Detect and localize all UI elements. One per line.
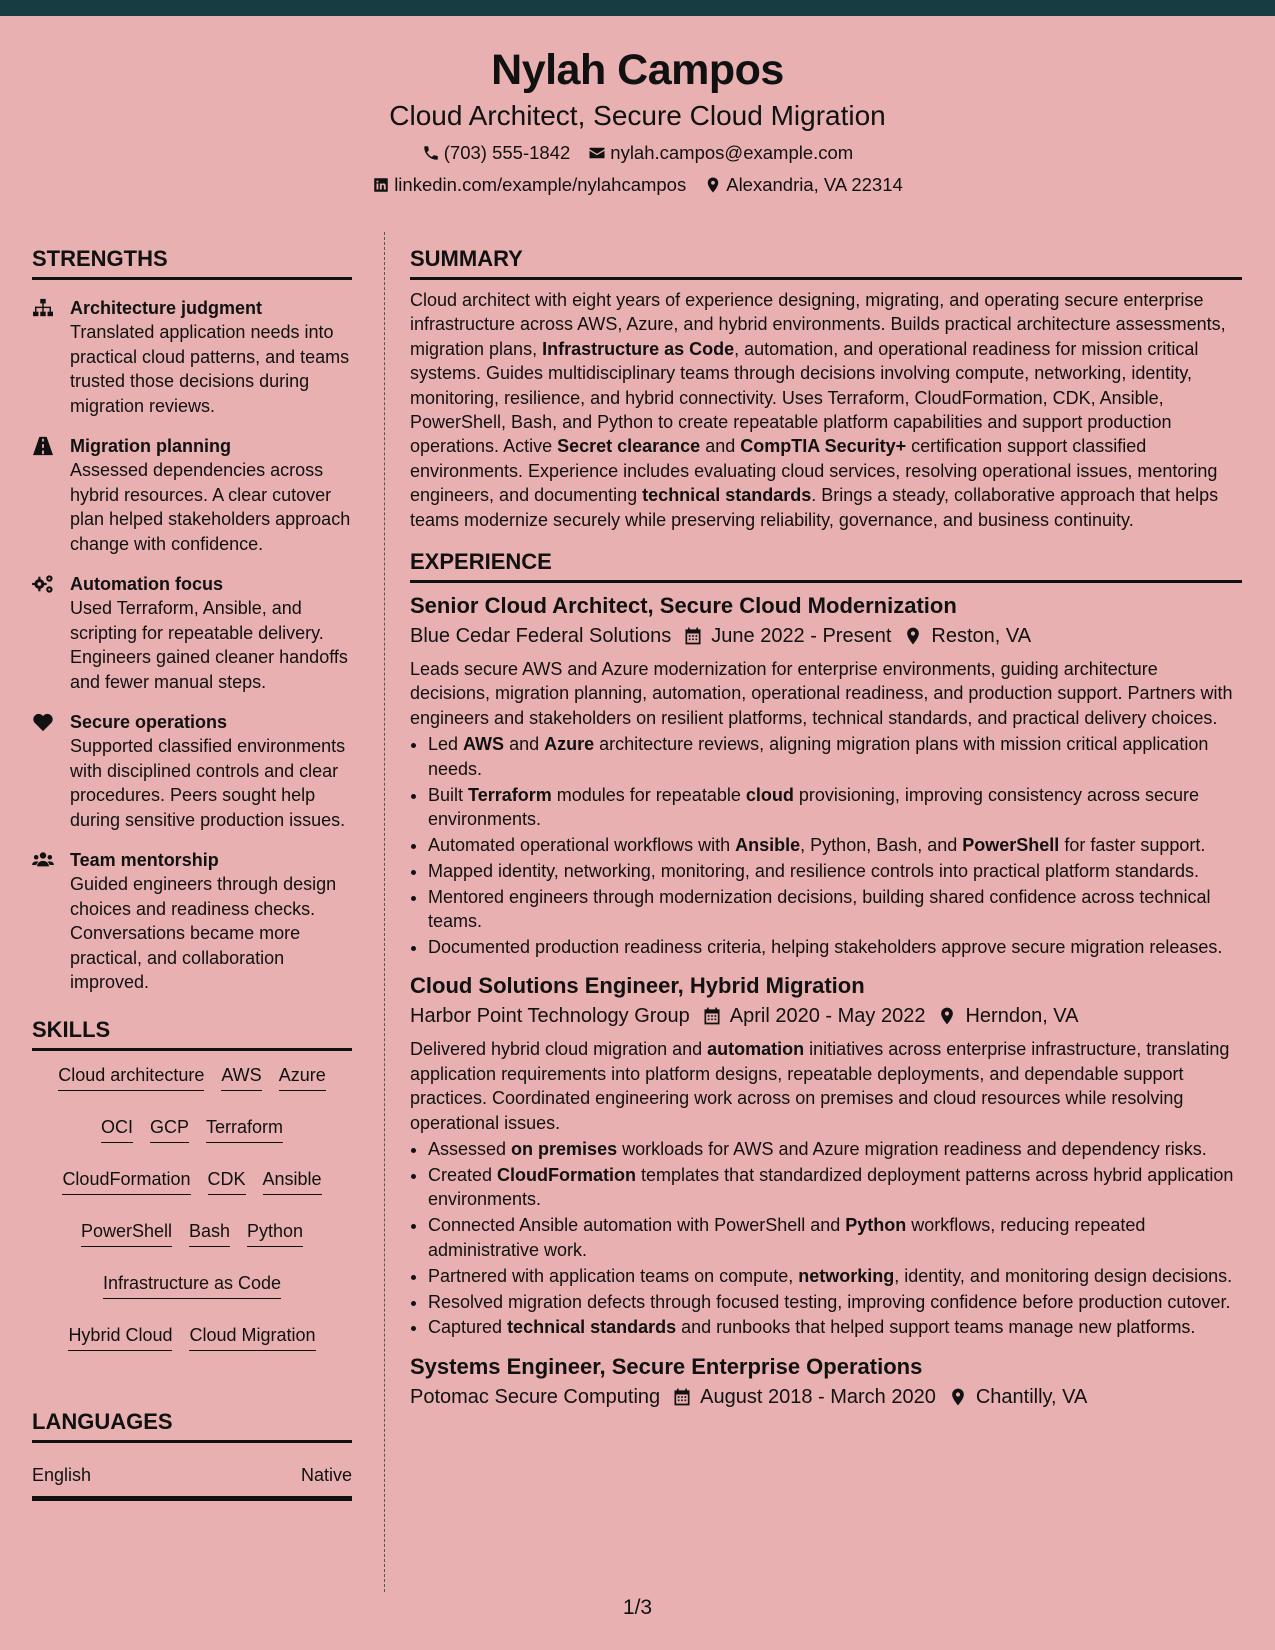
skill-tag: Bash (189, 1219, 230, 1247)
phone-icon (422, 144, 440, 162)
bold-text: CloudFormation (497, 1164, 637, 1185)
languages-heading: LANGUAGES (32, 1407, 352, 1443)
phone-text: (703) 555-1842 (443, 142, 571, 163)
text-segment: for faster support. (1059, 834, 1206, 855)
skill-tag: Infrastructure as Code (103, 1271, 281, 1299)
text-segment: Leads secure AWS and Azure modernization for enterprise environments, guiding architecture decisions, migration planning, automation, operational readiness, and production support. Partners with engineers and stakeholders on resilient platforms, technical standards, and practical delivery choices. (410, 659, 1233, 728)
job-location: Reston, VA (931, 625, 1032, 648)
bold-text: cloud (745, 784, 794, 805)
gears-icon (32, 574, 54, 594)
bullet-item (428, 1213, 1242, 1262)
bold-text: on premises (511, 1139, 618, 1160)
job-title: Systems Engineer, Secure Enterprise Operations (410, 1353, 923, 1379)
text-segment: Mentored engineers through modernization decisions, building shared confidence across technical teams. (428, 886, 1211, 932)
text-segment: Resolved migration defects through focused testing, improving confidence before production cutover. (428, 1291, 1231, 1312)
strength-title: Migration planning (70, 436, 231, 456)
skill-tag: Azure (279, 1063, 326, 1091)
strength-description: Supported classified environments with disciplined controls and clear procedures. Peers sought help during sensitive production issues. (70, 736, 346, 830)
text-segment: architecture reviews, aligning migration plans with mission critical application needs. (428, 734, 1209, 779)
map-marker-icon (948, 1387, 968, 1407)
skills-list (32, 1063, 352, 1351)
strength-title: Architecture judgment (70, 298, 263, 318)
job-title: Cloud Solutions Engineer, Hybrid Migration (410, 973, 865, 999)
skill-tag: OCI (101, 1115, 133, 1143)
skills-heading: SKILLS (32, 1015, 352, 1051)
candidate-title: Cloud Architect, Secure Cloud Migration (389, 100, 886, 131)
map-marker-icon (937, 1006, 957, 1026)
bold-text: technical standards (642, 485, 812, 506)
heart-icon (32, 712, 54, 732)
skill-tag: Cloud architecture (58, 1063, 204, 1091)
bullet-item (428, 783, 1242, 832)
text-segment: Led (428, 734, 464, 755)
strength-title: Secure operations (70, 712, 228, 732)
bold-text: networking (798, 1265, 895, 1286)
job-company: Potomac Secure Computing (410, 1385, 661, 1408)
job-meta (410, 1382, 1242, 1412)
job-entry (410, 1352, 1242, 1412)
summary-heading: SUMMARY (410, 244, 1242, 280)
text-segment: workloads for AWS and Azure migration readiness and dependency risks. (617, 1139, 1207, 1160)
linkedin-text: linkedin.com/example/nylahcampos (394, 174, 687, 195)
strength-title: Automation focus (70, 574, 223, 594)
strength-description: Assessed dependencies across hybrid resources. A clear cutover plan helped stakeholders approach change with confidence. (70, 460, 351, 554)
text-segment: , automation, and operational readiness for mission critical systems. Guides multidisciplinary teams through decisions involving compute, networking, identity, monitoring, resilience, and hybrid connectivity. Uses Terraform, CloudFormation, CDK, Ansible, PowerShell, Bash, and Python to create repeatable platform capabilities and support production operations. Active (410, 338, 1199, 457)
text-segment: initiatives across enterprise infrastructure, translating application requirements into platform designs, repeatable deployments, and dependable support practices. Coordinated engineering work across on premises and cloud resources while resolving operational issues. (410, 1039, 1230, 1133)
bold-text: PowerShell (962, 834, 1060, 855)
email-contact[interactable] (588, 140, 853, 166)
job-description (410, 657, 1242, 730)
job-entry (410, 971, 1242, 1339)
job-dates: August 2018 - March 2020 (700, 1385, 936, 1408)
text-segment: Built (428, 784, 469, 805)
bullet-item (428, 885, 1242, 934)
job-company: Harbor Point Technology Group (410, 1005, 690, 1028)
road-icon (32, 436, 54, 456)
text-segment: Delivered hybrid cloud migration and (410, 1039, 708, 1060)
text-segment: certification support classified environments. Experience includes evaluating cloud services, resolving operational issues, mentoring engineers, and documenting (410, 436, 1218, 506)
skill-tag: PowerShell (81, 1219, 172, 1247)
bullet-item (428, 1264, 1242, 1288)
candidate-name: Nylah Campos (491, 46, 784, 94)
job-meta (410, 1001, 1242, 1031)
bold-text: Infrastructure as Code (542, 338, 735, 359)
job-bullets (410, 732, 1242, 959)
job-description (410, 1037, 1242, 1135)
text-segment: Partnered with application teams on compute, (428, 1265, 799, 1286)
users-icon (32, 850, 54, 870)
skill-tag: AWS (221, 1063, 261, 1091)
left-column (32, 244, 352, 1501)
skill-tag: GCP (150, 1115, 189, 1143)
bullet-item (428, 859, 1242, 883)
bold-text: automation (707, 1039, 805, 1060)
text-segment: templates that standardized deployment patterns across hybrid application environments. (428, 1164, 1234, 1210)
skill-tag: Terraform (206, 1115, 283, 1143)
location-text: Alexandria, VA 22314 (726, 174, 903, 195)
job-bullets (410, 1137, 1242, 1340)
job-dates: April 2020 - May 2022 (729, 1005, 926, 1028)
strengths-heading: STRENGTHS (32, 244, 352, 280)
text-segment: Mapped identity, networking, monitoring, and resilience controls into practical platform standards. (428, 860, 1200, 881)
top-accent-bar (0, 0, 1275, 16)
text-segment: workflows, reducing repeated administrative work. (428, 1215, 1146, 1260)
bold-text: AWS (463, 734, 505, 755)
calendar-icon (672, 1387, 692, 1407)
text-segment: . Brings a steady, collaborative approach that helps teams modernize securely while preserving reliability, governance, and business continuity. (410, 485, 1219, 530)
bullet-item (428, 935, 1242, 959)
email-text: nylah.campos@example.com (610, 142, 854, 163)
text-segment: , identity, and monitoring design decisions. (894, 1265, 1233, 1286)
strength-description: Guided engineers through design choices and readiness checks. Conversations became more practical, and collaboration improved. (70, 874, 337, 992)
location-contact (704, 172, 903, 198)
page-number: 1/3 (622, 1596, 653, 1619)
strength-description: Used Terraform, Ansible, and scripting for repeatable delivery. Engineers gained cleaner handoffs and fewer manual steps. (70, 598, 348, 692)
bullet-item (428, 1315, 1242, 1339)
bullet-item (428, 732, 1242, 781)
skill-tag: Python (247, 1219, 303, 1247)
job-location: Chantilly, VA (975, 1385, 1088, 1408)
job-entry (410, 591, 1242, 959)
strength-description: Translated application needs into practical cloud patterns, and teams trusted those decisions during migration reviews. (70, 322, 350, 416)
text-segment: Documented production readiness criteria, helping stakeholders approve secure migration releases. (428, 937, 1223, 958)
strength-item (32, 296, 352, 418)
contact-row-1 (0, 140, 1275, 166)
text-segment: Connected Ansible automation with PowerShell and (428, 1215, 846, 1236)
linkedin-contact[interactable] (372, 172, 686, 198)
bullet-item (428, 1137, 1242, 1161)
bold-text: Secret clearance (557, 436, 701, 457)
text-segment: Captured (428, 1317, 508, 1338)
text-segment: , Python, Bash, and (800, 834, 963, 855)
text-segment: provisioning, improving consistency across secure environments. (428, 784, 1200, 829)
linkedin-icon (372, 176, 390, 194)
job-meta (410, 621, 1242, 651)
languages-section (32, 1407, 352, 1501)
text-segment: Automated operational workflows with (428, 834, 736, 855)
resume-header (0, 16, 1275, 204)
bullet-item (428, 1163, 1242, 1212)
envelope-icon (588, 144, 606, 162)
bold-text: Ansible (735, 834, 801, 855)
strength-title: Team mentorship (70, 850, 219, 870)
text-segment: and (700, 436, 741, 457)
text-segment: and runbooks that helped support teams manage new platforms. (676, 1317, 1196, 1338)
calendar-icon (702, 1006, 722, 1026)
strength-item (32, 434, 352, 556)
bold-text: technical standards (507, 1317, 677, 1338)
bold-text: CompTIA Security+ (740, 436, 907, 457)
right-column (410, 244, 1242, 1412)
text-segment: Created (428, 1164, 498, 1185)
skill-tag: Ansible (263, 1167, 322, 1195)
language-name: English (32, 1464, 92, 1485)
text-segment: Assessed (428, 1139, 512, 1160)
job-dates: June 2022 - Present (711, 625, 892, 648)
language-level: Native (300, 1464, 352, 1485)
map-marker-icon (704, 176, 722, 194)
text-segment: Cloud architect with eight years of experience designing, migrating, and operating secure enterprise infrastructure across AWS, Azure, and hybrid environments. Builds practical architecture assessments, migration plans, (410, 290, 1226, 359)
column-divider (384, 232, 385, 1592)
bold-text: Azure (544, 734, 595, 755)
job-company: Blue Cedar Federal Solutions (410, 625, 672, 648)
strength-item (32, 848, 352, 995)
skill-tag: CDK (208, 1167, 246, 1195)
bullet-item (428, 1290, 1242, 1314)
skill-tag: Cloud Migration (189, 1323, 315, 1351)
experience-heading: EXPERIENCE (410, 547, 1242, 583)
calendar-icon (683, 626, 703, 646)
sitemap-icon (32, 298, 54, 318)
text-segment: modules for repeatable (551, 784, 746, 805)
bullet-item (428, 833, 1242, 857)
map-marker-icon (903, 626, 923, 646)
text-segment: and (504, 734, 545, 755)
skill-tag: Hybrid Cloud (68, 1323, 172, 1351)
skill-tag: CloudFormation (62, 1167, 190, 1195)
bold-text: Terraform (468, 784, 552, 805)
bold-text: Python (845, 1215, 907, 1236)
phone-contact[interactable] (422, 140, 571, 166)
contact-row-2 (0, 172, 1275, 198)
summary-text (410, 288, 1242, 532)
job-title: Senior Cloud Architect, Secure Cloud Modernization (410, 593, 957, 619)
strength-item (32, 572, 352, 694)
language-row (32, 1463, 352, 1501)
strength-item (32, 710, 352, 832)
job-location: Herndon, VA (965, 1005, 1079, 1028)
